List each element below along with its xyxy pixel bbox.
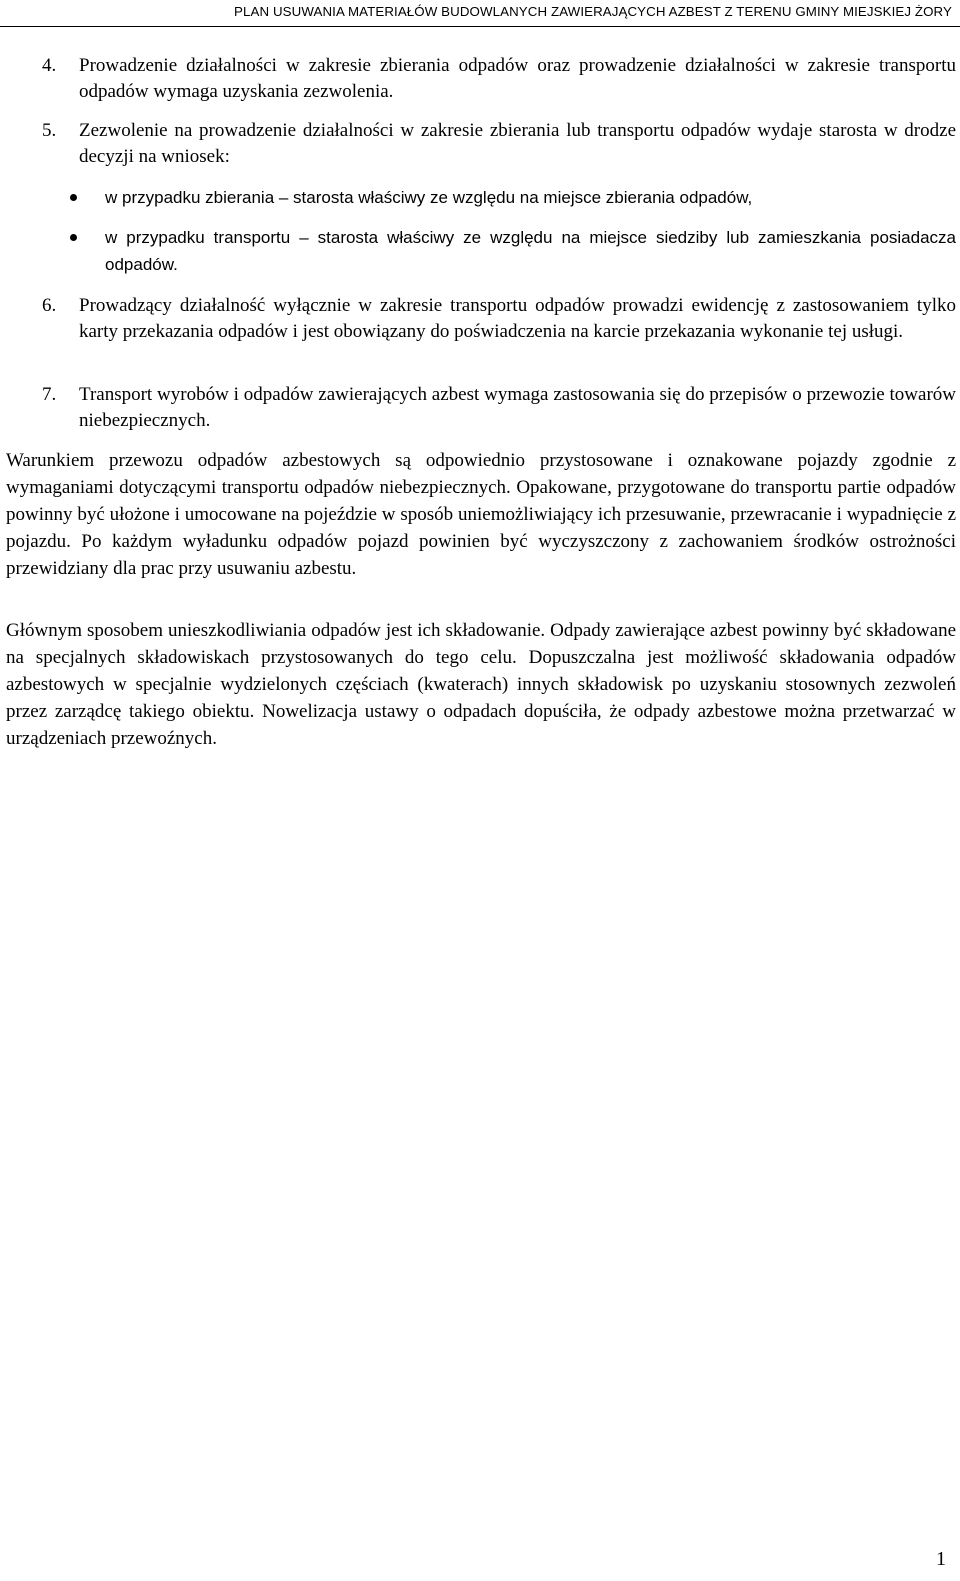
page-number: 1 <box>936 1548 946 1570</box>
list-item-6 <box>42 293 956 345</box>
list-item-text: Prowadzący działalność wyłącznie w zakresie transportu odpadów prowadzi ewidencję z zastosowaniem tylko karty przekazania odpadów i jest obowiązany do poświadczenia na karcie przekazania wykonanie tej usługi. <box>79 295 956 342</box>
list-item-5 <box>42 118 956 170</box>
bullet-text: w przypadku transportu – starosta właściwy ze względu na miejsce siedziby lub zamieszkania posiadacza odpadów. <box>105 228 956 274</box>
paragraph-disposal: Głównym sposobem unieszkodliwiania odpadów jest ich składowanie. Odpady zawierające azbest powinny być składowane na specjalnych składowiskach przystosowanych do tego celu. Dopuszczalna jest możliwość składowania odpadów azbestowych w specjalnie wydzielonych częściach (kwaterach) innych składowisk po uzyskaniu stosownych zezwoleń przez zarządcę takiego obiektu. Nowelizacja ustawy o odpadach dopuściła, że odpady azbestowe można przetwarzać w urządzeniach przewoźnych. <box>6 620 956 749</box>
list-item-number: 6. <box>42 295 57 316</box>
list-item-text: Prowadzenie działalności w zakresie zbierania odpadów oraz prowadzenie działalności w zakresie transportu odpadów wymaga uzyskania zezwolenia. <box>79 55 956 102</box>
bullet-icon <box>70 194 77 201</box>
bullet-icon <box>70 234 77 241</box>
bullet-text: w przypadku zbierania – starosta właściwy ze względu na miejsce zbierania odpadów, <box>105 188 753 207</box>
list-item-number: 4. <box>42 55 57 76</box>
bullet-item-transport <box>72 224 956 278</box>
list-item-text: Zezwolenie na prowadzenie działalności w zakresie zbierania lub transportu odpadów wydaje starosta w drodze decyzji na wniosek: <box>79 120 956 167</box>
header-title: PLAN USUWANIA MATERIAŁÓW BUDOWLANYCH ZAWIERAJĄCYCH AZBEST Z TERENU GMINY MIEJSKIEJ ŻORY <box>234 4 952 19</box>
list-item-4 <box>42 53 956 105</box>
list-item-number: 5. <box>42 120 57 141</box>
list-item-number: 7. <box>42 384 57 405</box>
bullet-item-collection <box>72 184 956 211</box>
paragraph-transport-conditions: Warunkiem przewozu odpadów azbestowych są odpowiednio przystosowane i oznakowane pojazdy zgodnie z wymaganiami dotyczącymi transportu odpadów niebezpiecznych. Opakowane, przygotowane do transportu partie odpadów powinny być ułożone i umocowane na pojeździe w sposób uniemożliwiający ich przesuwanie, przewracanie i wypadnięcie z pojazdu. Po każdym wyładunku odpadów pojazd powinien być wyczyszczony z zachowaniem środków ostrożności przewidziany dla prac przy usuwaniu azbestu. <box>6 450 956 579</box>
list-item-7 <box>42 382 956 434</box>
header-divider <box>0 26 960 27</box>
list-item-text: Transport wyrobów i odpadów zawierających azbest wymaga zastosowania się do przepisów o przewozie towarów niebezpiecznych. <box>79 384 956 431</box>
